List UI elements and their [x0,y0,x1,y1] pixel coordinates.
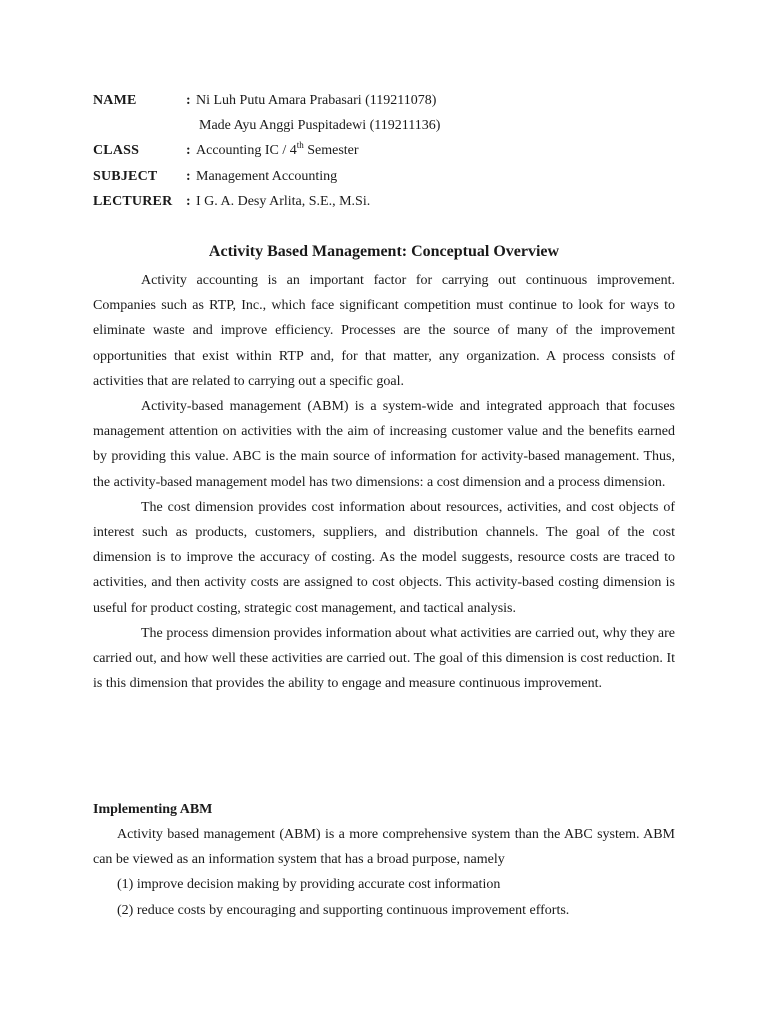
name-separator: : [186,93,191,108]
class-value [196,138,359,163]
lecturer-label: LECTURER [93,193,173,209]
paragraph: Activity based management (ABM) is a more comprehensive system than the ABC system. ABM can be viewed as an information system that has a broad purpose, namely [93,827,675,868]
section-heading: Implementing ABM [93,802,213,817]
implementing-section [93,822,675,923]
subject-separator: : [186,168,191,184]
class-row [93,138,440,163]
paragraph: Activity-based management (ABM) is a system-wide and integrated approach that focuses management attention on activities with the aim of increasing customer value and the benefits earned by providing this value. ABC is the main source of information for activity-based management. Thus, the activity-based management model has two dimensions: a cost dimension and a process dimension. [93,399,675,490]
name-row [93,88,440,113]
class-label: CLASS [93,143,140,159]
name-row-continued [93,113,440,138]
document-title: Activity Based Management: Conceptual Overview [208,243,560,260]
paragraph: The process dimension provides information about what activities are carried out, why they are carried out, and how well these activities are carried out. The goal of this dimension is cost reduction. It is this dimension that provides the ability to engage and measure continuous improvement. [93,625,675,692]
paragraph: The cost dimension provides cost information about resources, activities, and cost objects of interest such as products, customers, suppliers, and distribution channels. The goal of the cost dimension is to improve the accuracy of costing. As the model suggests, resource costs are traced to activities, and then activity costs are assigned to cost objects. This activity-based costing dimension is useful for product costing, strategic cost management, and tactical analysis. [93,499,675,616]
subject-row [93,164,440,189]
list-item: (2) reduce costs by encouraging and supporting continuous improvement efforts. [117,902,570,918]
body-text [93,268,675,696]
name-value-2: Made Ayu Anggi Puspitadewi (119211136) [199,118,441,134]
class-value-suffix: Semester [303,143,359,159]
class-value-prefix: Accounting IC / 4 [196,143,297,159]
class-separator: : [186,143,191,159]
student-info-block [93,88,440,214]
goals-list [93,872,675,922]
lecturer-separator: : [186,193,191,209]
subject-label: SUBJECT [93,168,158,184]
class-value-sup: th [296,139,304,150]
list-item: (1) improve decision making by providing accurate cost information [117,877,501,893]
name-value-1: Ni Luh Putu Amara Prabasari (119211078) [196,93,437,108]
subject-value: Management Accounting [196,168,338,184]
name-label: NAME [93,93,137,108]
lecturer-value: I G. A. Desy Arlita, S.E., M.Si. [196,193,371,209]
lecturer-row [93,189,440,214]
paragraph: Activity accounting is an important factor for carrying out continuous improvement. Companies such as RTP, Inc., which face significant competition must continue to look for ways to eliminate waste and improve efficiency. Processes are the source of many of the improvement opportunities that exist within RTP and, for that matter, any organization. A process consists of activities that are related to carrying out a specific goal. [93,273,675,389]
